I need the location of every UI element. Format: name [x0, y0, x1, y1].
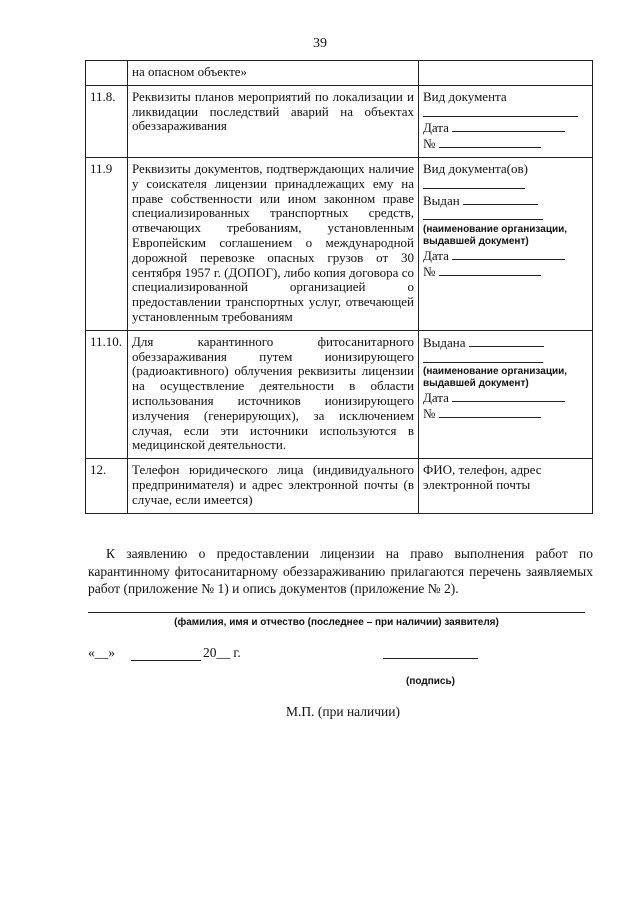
row-description: Реквизиты планов мероприятий по локализации и ликвидации последствий аварий на объектах обеззараживания — [128, 85, 419, 157]
table-row — [86, 459, 593, 513]
row-description: Реквизиты документов, подтверждающих наличие у соискателя лицензии принадлежащих ему на праве собственности или ином законном праве специализированных транспортных средств, отвечающих требованиям, установленным Европейским соглашением о международной дорожной перевозке опасных грузов от 30 сентября 1957 г. (ДОПОГ), либо копия договора со специализированной организацией о предоставлении транспортных услуг, отвечающей установленным требованиям — [128, 157, 419, 330]
number-field[interactable] — [439, 136, 541, 148]
doc-type-label: Вид документа — [423, 88, 507, 104]
row-number — [86, 61, 128, 86]
doc-type-field[interactable] — [423, 105, 578, 117]
issuer-caption: (наименование организации, выдавшей документ) — [423, 224, 568, 248]
row-value — [419, 330, 593, 458]
issued-label: Выдана — [423, 334, 466, 350]
date-field[interactable] — [452, 120, 565, 132]
date-label: Дата — [423, 390, 449, 406]
row-number: 11.8. — [86, 85, 128, 157]
number-label: № — [423, 136, 436, 152]
issued-label: Выдан — [423, 192, 460, 208]
attachments-paragraph: К заявлению о предоставлении лицензии на право выполнения работ по карантинному фитосанитарному обеззараживанию прилагаются перечень заявляемых работ (приложение № 1) и опись документов (приложение № 2). — [88, 546, 593, 596]
issuer-field[interactable] — [423, 351, 543, 363]
row-description: на опасном объекте» — [128, 61, 419, 86]
issued-field[interactable] — [463, 193, 538, 205]
issuer-caption: (наименование организации, выдавшей документ) — [423, 366, 568, 390]
number-field[interactable] — [439, 406, 541, 418]
date-day: «__» — [88, 645, 115, 660]
date-month-line[interactable] — [131, 660, 201, 661]
date-label: Дата — [423, 248, 449, 264]
row-description: Телефон юридического лица (индивидуального предпринимателя) и адрес электронной почты (в случае, если имеется) — [128, 459, 419, 513]
doc-type-field[interactable] — [423, 177, 525, 189]
table-row — [86, 157, 593, 330]
date-field[interactable] — [452, 248, 565, 260]
table-row — [86, 330, 593, 458]
signature-line[interactable] — [383, 658, 478, 659]
row-number: 11.10. — [86, 330, 128, 458]
row-value — [419, 157, 593, 330]
date-label: Дата — [423, 120, 449, 136]
signature-caption: (подпись) — [406, 676, 455, 687]
row-value: ФИО, телефон, адрес электронной почты — [419, 459, 593, 513]
table-row — [86, 85, 593, 157]
number-label: № — [423, 406, 436, 422]
stamp-label: М.П. (при наличии) — [286, 704, 400, 719]
date-year: 20__ г. — [203, 645, 241, 660]
applicant-name-line[interactable] — [88, 612, 585, 613]
row-value — [419, 61, 593, 86]
table-row — [86, 61, 593, 86]
row-description: Для карантинного фитосанитарного обеззараживания путем ионизирующего (радиоактивного) облучения реквизиты лицензии на осуществление деятельности в области использования источников ионизирующего излучения (генерирующих), за исключением случая, если эти источники используются в медицинской деятельности. — [128, 330, 419, 458]
applicant-name-caption: (фамилия, имя и отчество (последнее – при наличии) заявителя) — [174, 617, 499, 628]
row-number: 12. — [86, 459, 128, 513]
license-details-table — [85, 60, 593, 514]
number-field[interactable] — [439, 264, 541, 276]
number-label: № — [423, 263, 436, 279]
date-field[interactable] — [452, 390, 565, 402]
issued-field[interactable] — [469, 335, 544, 347]
row-value — [419, 85, 593, 157]
page-number: 39 — [313, 36, 327, 51]
issuer-field[interactable] — [423, 208, 543, 220]
row-number: 11.9 — [86, 157, 128, 330]
doc-type-label: Вид документа(ов) — [423, 160, 528, 176]
